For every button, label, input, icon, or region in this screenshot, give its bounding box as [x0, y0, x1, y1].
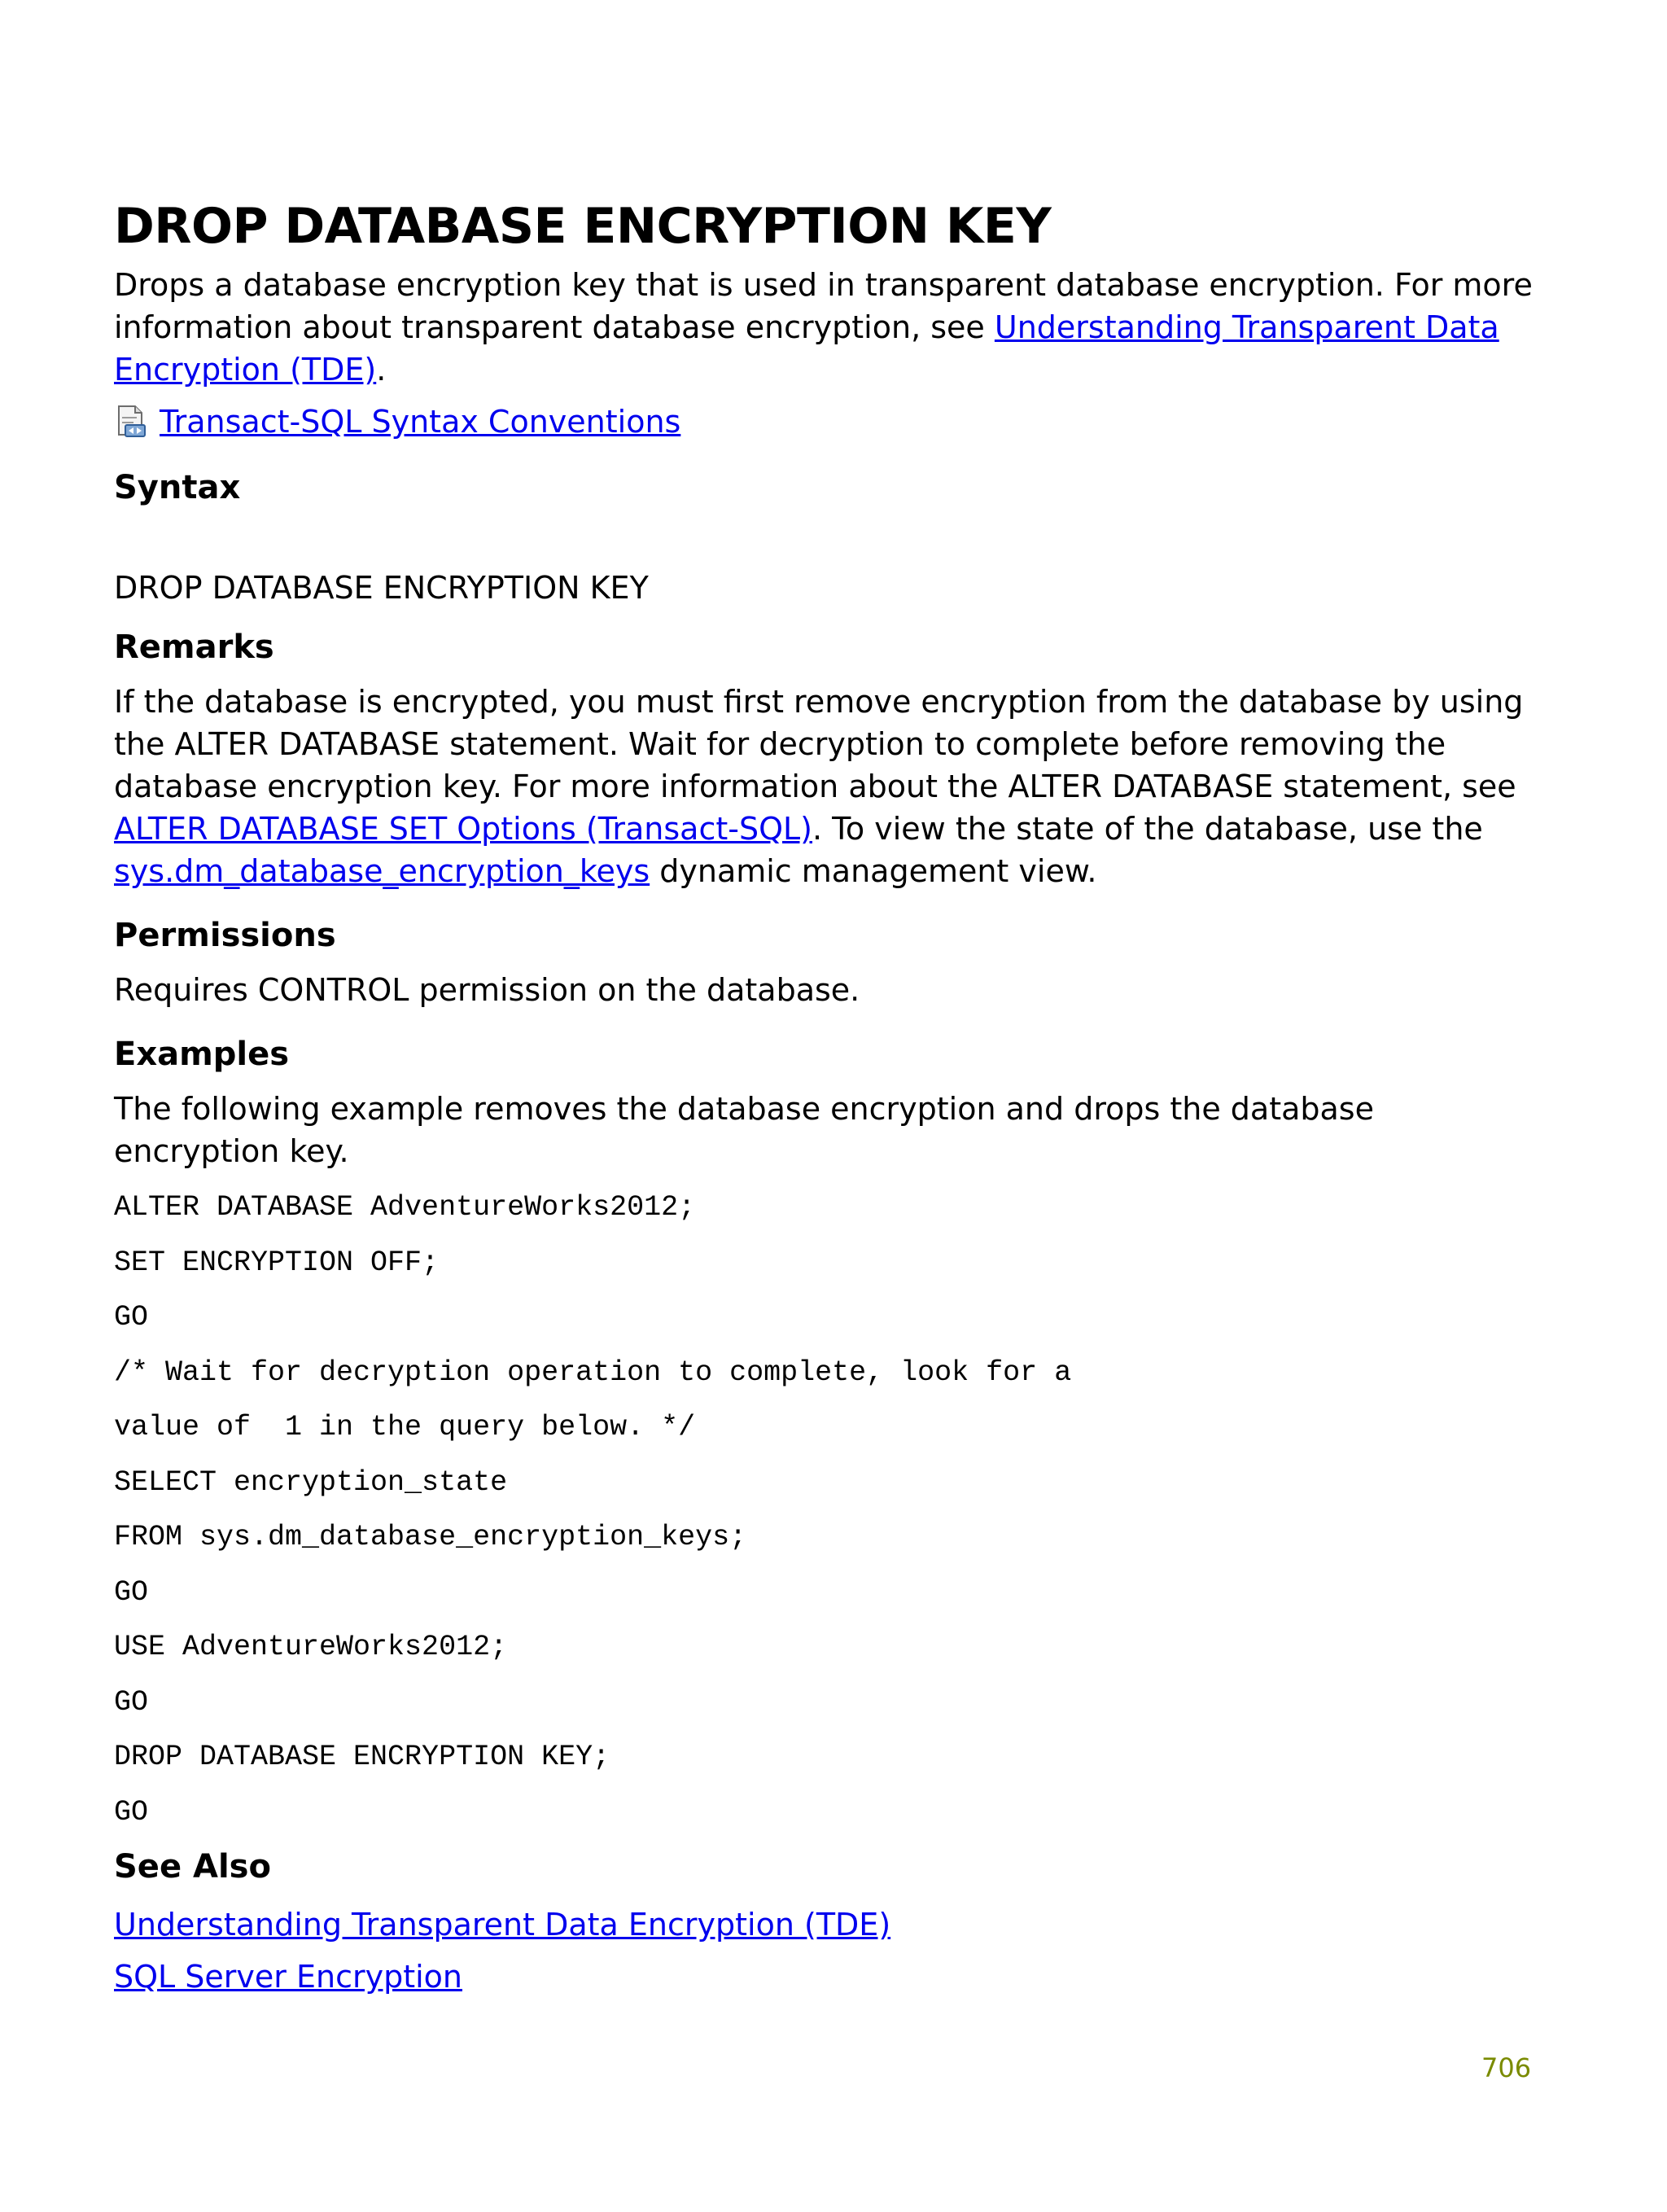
code-line: /* Wait for decryption operation to complete, look for a — [114, 1356, 1072, 1389]
tde-link[interactable]: Understanding Transparent Data Encryption (TDE) — [114, 309, 1499, 388]
code-line: DROP DATABASE ENCRYPTION KEY; — [114, 1741, 610, 1773]
remarks-heading: Remarks — [114, 629, 274, 666]
document-page — [114, 195, 1547, 2003]
code-block — [114, 1180, 1547, 1840]
page-number: 706 — [1481, 2052, 1532, 2083]
syntax-conventions-link[interactable]: Transact-SQL Syntax Conventions — [160, 404, 681, 440]
see-also-links — [114, 1899, 1547, 2003]
examples-text: The following example removes the database encryption and drops the database encryption key. — [114, 1091, 1374, 1169]
code-line: value of 1 in the query below. */ — [114, 1411, 696, 1443]
code-line: GO — [114, 1795, 149, 1829]
syntax-text: DROP DATABASE ENCRYPTION KEY — [114, 570, 649, 606]
code-line: FROM sys.dm_database_encryption_keys; — [114, 1521, 747, 1553]
document-icon — [114, 404, 150, 440]
see-also-heading: See Also — [114, 1848, 271, 1886]
code-line: GO — [114, 1575, 149, 1609]
remarks-paragraph — [114, 681, 1547, 892]
page-title: DROP DATABASE ENCRYPTION KEY — [114, 198, 1052, 255]
code-line: SELECT encryption_state — [114, 1465, 508, 1499]
code-line: USE AdventureWorks2012; — [114, 1631, 508, 1663]
code-line: GO — [114, 1301, 149, 1334]
see-also-encryption-link[interactable]: SQL Server Encryption — [114, 1959, 462, 1995]
see-also-tde-link[interactable]: Understanding Transparent Data Encryption (TDE) — [114, 1907, 891, 1943]
remarks-text-2: . To view the state of the database, use the — [812, 811, 1483, 847]
code-line: GO — [114, 1685, 149, 1719]
syntax-conventions-row — [114, 399, 1547, 445]
dm-encryption-keys-link[interactable]: sys.dm_database_encryption_keys — [114, 853, 650, 889]
examples-heading: Examples — [114, 1036, 290, 1073]
intro-text-end: . — [376, 352, 387, 388]
syntax-heading: Syntax — [114, 469, 241, 506]
intro-paragraph — [114, 264, 1547, 391]
permissions-heading: Permissions — [114, 917, 336, 954]
alter-database-link[interactable]: ALTER DATABASE SET Options (Transact-SQL) — [114, 811, 812, 847]
permissions-text: Requires CONTROL permission on the database. — [114, 972, 860, 1008]
remarks-text-1: If the database is encrypted, you must first remove encryption from the database by using the ALTER DATABASE statement. Wait for decryption to complete before removing the database encryption key. For more information about the ALTER DATABASE statement, see — [114, 684, 1524, 804]
code-line: SET ENCRYPTION OFF; — [114, 1246, 440, 1279]
remarks-text-3: dynamic management view. — [650, 853, 1097, 889]
intro-text: Drops a database encryption key that is used in transparent database encryption. For more information about transparent database encryption, see — [114, 267, 1533, 345]
code-line: ALTER DATABASE AdventureWorks2012; — [114, 1191, 696, 1224]
